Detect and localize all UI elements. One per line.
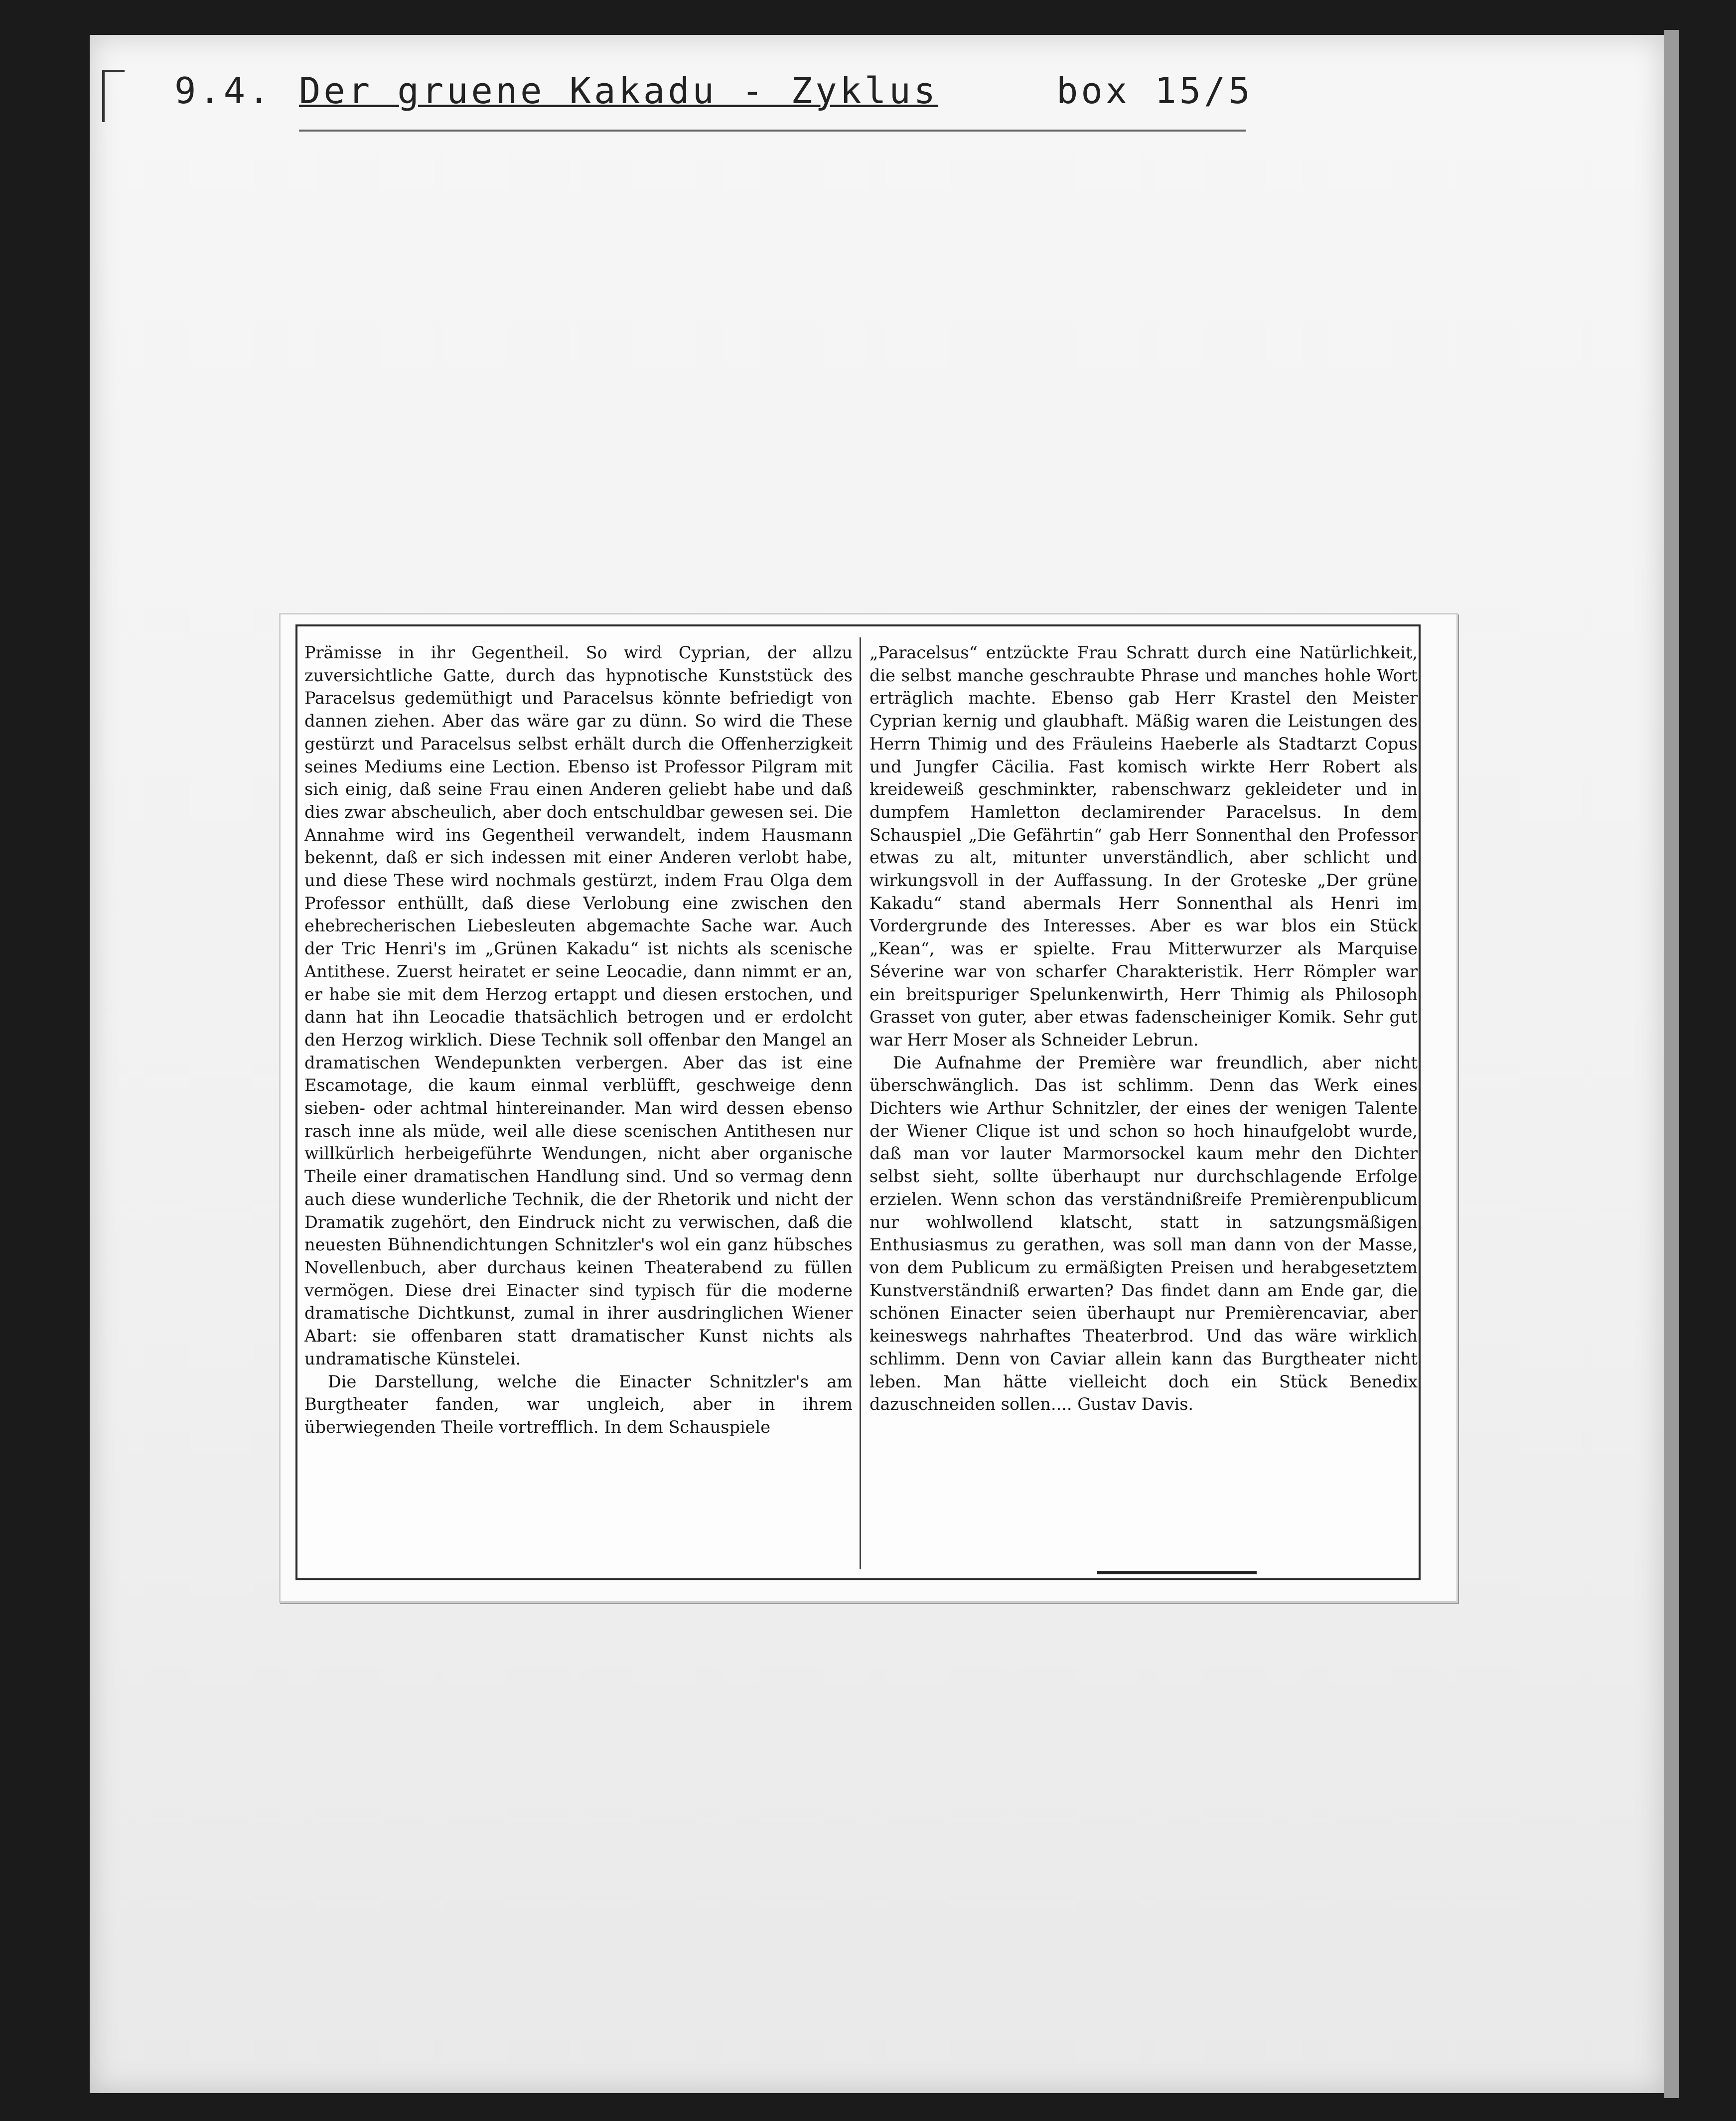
right-paragraph-2: Die Aufnahme der Première war freundlich, aber nicht überschwänglich. Das ist schlimm. Denn das Werk eines Dichters wie Arthur Schnitzler, der eines der wenigen Talente der Wiener Clique ist und schon so hoch hinaufgelobt wurde, daß man vor lauter Marmorsockel kaum mehr den Dichter selbst sieht, sollte überhaupt nur durchschlagende Erfolge erzielen. Wenn schon das verständnißreife Premièrenpublicum nur wohlwollend klatscht, statt in satzungsmäßigen Enthusiasmus zu gerathen, was soll man dann von der Masse, von dem Publicum zu ermäßigten Preisen und herabgesetztem Kunstverständniß erwarten? Das findet dann am Ende gar, die schönen Einacter seien überhaupt nur Premièrencaviar, aber keineswegs nahrhaftes Theaterbrod. Und das wäre wirklich schlimm. Denn von Caviar allein kann das Burgtheater nicht leben. Man hätte vielleicht doch ein Stück Benedix dazuschneiden sollen.... Gustav Davis. [869,1053,1418,1414]
left-column [304,641,853,1568]
corner-mark [102,70,125,122]
folder-number: 9.4. [174,70,273,112]
box-label: box 15/5 [1056,70,1253,112]
folder-title: Der gruene Kakadu - Zyklus [299,70,939,112]
column-divider [860,637,861,1569]
sheet-edge [1664,30,1679,2098]
archive-header [174,70,1320,125]
left-paragraph-2: Die Darstellung, welche die Einacter Schnitzler's am Burgtheater fanden, war ungleich, aber in ihrem überwiegenden Theile vortrefflich. In dem Schauspiele [304,1371,853,1437]
left-paragraph-1: Prämisse in ihr Gegentheil. So wird Cyprian, der allzu zuversichtliche Gatte, durch das hypnotische Kunststück des Paracelsus gedemüthigt und Paracelsus könnte befriedigt von dannen ziehen. Aber das wäre gar zu dünn. So wird die These gestürzt und Paracelsus selbst erhält durch die Offenherzigkeit seines Mediums eine Lection. Ebenso ist Professor Pilgram mit sich einig, daß seine Frau einen Anderen geliebt habe und daß dies zwar abscheulich, aber doch entschuldbar gewesen sei. Die Annahme wird ins Gegentheil verwandelt, indem Hausmann bekennt, daß er sich indessen mit einer Anderen verlobt habe, und diese These wird nochmals gestürzt, indem Frau Olga dem Professor enthüllt, daß diese Verlobung eine zwischen den ehebrecherischen Liebesleuten abgemachte Sache war. Auch der Tric Henri's im „Grünen Kakadu“ ist nichts als scenische Antithese. Zuerst heiratet er seine Leocadie, dann nimmt er an, er habe sie mit dem Herzog ertappt und diesen erstochen, und dann hat ihn Leocadie thatsächlich betrogen und er erdolcht den Herzog wirklich. Diese Technik soll offenbar den Mangel an dramatischen Wendepunkten verbergen. Aber das ist eine Escamotage, die kaum einmal verblüfft, geschweige denn sieben- oder achtmal hintereinander. Man wird dessen ebenso rasch inne als müde, weil alle diese scenischen Antithesen nur willkürlich herbeigeführte Wendungen, nicht aber organische Theile einer dramatischen Handlung sind. Und so vermag denn auch diese wunderliche Technik, die der Rhetorik und nicht der Dramatik zugehört, den Eindruck nicht zu verwischen, daß die neuesten Bühnendichtungen Schnitzler's wol ein ganz hübsches Novellenbuch, aber durchaus keinen Theaterabend zu füllen vermögen. Diese drei Einacter sind typisch für die moderne dramatische Dichtkunst, zumal in ihrer ausdringlichen Wiener Abart: sie offenbaren statt dramatischer Kunst nichts als undramatische Künstelei. [304,643,853,1368]
end-rule [1097,1571,1257,1574]
right-column [869,641,1418,1568]
right-paragraph-1: „Paracelsus“ entzückte Frau Schratt durch eine Natürlichkeit, die selbst manche geschraubte Phrase und manches hohle Wort erträglich machte. Ebenso gab Herr Krastel den Meister Cyprian kernig und glaubhaft. Mäßig waren die Leistungen des Herrn Thimig und des Fräuleins Haeberle als Stadtarzt Copus und Jungfer Cäcilia. Fast komisch wirkte Herr Robert als kreideweiß geschminkter, rabenschwarz gekleideter und in dumpfem Hamletton declamirender Paracelsus. In dem Schauspiel „Die Gefährtin“ gab Herr Sonnenthal den Professor etwas zu alt, mitunter unverständlich, aber schlicht und wirkungsvoll in der Auffassung. In der Groteske „Der grüne Kakadu“ stand abermals Herr Sonnenthal als Henri im Vordergrunde des Interesses. Aber es war blos ein Stück „Kean“, was er spielte. Frau Mitterwurzer als Marquise Séverine war von scharfer Charakteristik. Herr Römpler war ein breitspuriger Spelunkenwirth, Herr Thimig als Philosoph Grasset von guter, aber etwas fadenscheiniger Komik. Sehr gut war Herr Moser als Schneider Lebrun. [869,643,1418,1050]
clipping-frame [295,624,1421,1580]
newspaper-clipping [279,613,1458,1603]
header-rule [299,130,1246,132]
